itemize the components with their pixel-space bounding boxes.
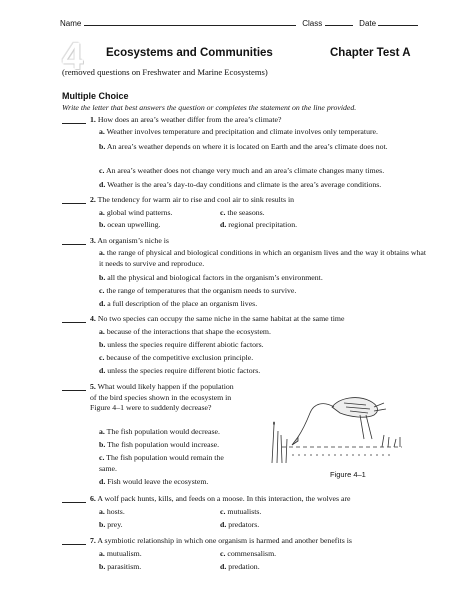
- answer-line[interactable]: [62, 494, 86, 503]
- option-letter: d.: [99, 366, 106, 375]
- question-stem: [90, 314, 344, 325]
- option: [220, 507, 261, 518]
- question-stem: [90, 236, 169, 247]
- option-text: unless the species require different biotic factors.: [107, 366, 261, 375]
- option-text: global wind patterns.: [106, 208, 173, 217]
- option: [99, 273, 323, 284]
- question-number: 6.: [90, 494, 96, 503]
- question-number: 5.: [90, 382, 96, 391]
- option-letter: b.: [99, 220, 106, 229]
- option-text: because of the competitive exclusion principle.: [106, 353, 254, 362]
- option-letter: d.: [99, 477, 106, 486]
- option-letter: d.: [99, 299, 106, 308]
- option-text: An area’s weather depends on where it is located on Earth and the area’s climate does not.: [106, 142, 388, 151]
- question-number: 1.: [90, 115, 96, 124]
- answer-line[interactable]: [62, 314, 86, 323]
- option-text: the seasons.: [227, 208, 265, 217]
- option: [99, 549, 142, 560]
- option-text: ocean upwelling.: [107, 220, 161, 229]
- question-text: No two species can occupy the same niche in the same habitat at the same time: [97, 314, 345, 323]
- option: [99, 166, 429, 177]
- class-label: Class: [302, 19, 323, 28]
- option: [220, 520, 259, 531]
- option: [99, 453, 229, 474]
- option-letter: c.: [99, 286, 105, 295]
- option: [99, 286, 296, 297]
- option-letter: c.: [220, 549, 226, 558]
- option: [99, 127, 419, 138]
- option-letter: c.: [220, 208, 226, 217]
- question-text: An organism’s niche is: [97, 236, 169, 245]
- option-text: The fish population would increase.: [107, 440, 220, 449]
- option: [220, 549, 276, 560]
- name-field[interactable]: [84, 16, 296, 26]
- option: [99, 299, 257, 310]
- option-text: because of the interactions that shape the ecosystem.: [106, 327, 271, 336]
- option-letter: a.: [99, 549, 105, 558]
- option-letter: a.: [99, 208, 105, 217]
- option-letter: c.: [220, 507, 226, 516]
- option: [99, 507, 125, 518]
- option-letter: d.: [220, 220, 227, 229]
- answer-line[interactable]: [62, 236, 86, 245]
- option-letter: a.: [99, 127, 105, 136]
- option: [99, 562, 141, 573]
- option-letter: a.: [99, 248, 105, 257]
- option-letter: b.: [99, 273, 106, 282]
- option-text: An area’s weather does not change very much and an area’s climate changes many times.: [105, 166, 385, 175]
- question-stem: [90, 494, 351, 505]
- option: [99, 142, 421, 153]
- option-text: predators.: [228, 520, 260, 529]
- instructions: Write the letter that best answers the question or completes the statement on the line provided.: [62, 103, 357, 112]
- removed-note: (removed questions on Freshwater and Marine Ecosystems): [62, 67, 268, 77]
- option-text: the range of physical and biological conditions in which an organism lives and the way it obtains what it needs to survive and reproduce.: [99, 248, 427, 268]
- option: [220, 562, 260, 573]
- question-number: 2.: [90, 195, 96, 204]
- option-text: mutualists.: [227, 507, 262, 516]
- name-label: Name: [60, 19, 82, 28]
- option-letter: c.: [99, 453, 105, 462]
- option-text: prey.: [107, 520, 123, 529]
- option-text: predation.: [228, 562, 260, 571]
- question-stem: [90, 382, 240, 414]
- option: [99, 520, 123, 531]
- option: [99, 180, 429, 191]
- answer-line[interactable]: [62, 195, 86, 204]
- section-heading: Multiple Choice: [62, 91, 129, 101]
- test-label: Chapter Test A: [330, 47, 411, 59]
- option-text: hosts.: [106, 507, 125, 516]
- option-letter: a.: [99, 427, 105, 436]
- option: [99, 248, 429, 269]
- answer-line[interactable]: [62, 115, 86, 124]
- date-field[interactable]: [378, 16, 418, 26]
- option-letter: b.: [99, 520, 106, 529]
- option-text: mutualism.: [106, 549, 142, 558]
- answer-line[interactable]: [62, 382, 86, 391]
- chapter-number: 4: [62, 36, 84, 78]
- option-text: Weather involves temperature and precipitation and climate involves only temperature.: [106, 127, 378, 136]
- question-stem: [90, 195, 294, 206]
- date-label: Date: [359, 19, 377, 28]
- option-letter: c.: [99, 166, 105, 175]
- option-text: parasitism.: [107, 562, 142, 571]
- option-text: unless the species require different abiotic factors.: [107, 340, 264, 349]
- option-letter: d.: [220, 562, 227, 571]
- option: [220, 208, 265, 219]
- question-text: A wolf pack hunts, kills, and feeds on a moose. In this interaction, the wolves are: [97, 494, 351, 503]
- option: [99, 340, 264, 351]
- option: [99, 477, 208, 488]
- option: [99, 220, 161, 231]
- question-text: A symbiotic relationship in which one organism is harmed and another benefits is: [97, 536, 352, 545]
- option-letter: a.: [99, 327, 105, 336]
- option: [220, 220, 297, 231]
- option-letter: b.: [99, 340, 106, 349]
- option-letter: d.: [220, 520, 227, 529]
- option: [99, 440, 219, 451]
- answer-line[interactable]: [62, 536, 86, 545]
- option-letter: a.: [99, 507, 105, 516]
- option-text: all the physical and biological factors in the organism’s environment.: [107, 273, 323, 282]
- option-text: The fish population would decrease.: [106, 427, 220, 436]
- option: [99, 327, 271, 338]
- question-stem: [90, 115, 281, 126]
- option: [99, 427, 220, 438]
- option-text: the range of temperatures that the organism needs to survive.: [106, 286, 297, 295]
- option: [99, 208, 172, 219]
- option-text: The fish population would remain the same.: [99, 453, 224, 473]
- option-letter: b.: [99, 142, 106, 151]
- header-row: [60, 16, 418, 28]
- option-text: commensalism.: [227, 549, 277, 558]
- class-field[interactable]: [325, 16, 353, 26]
- option-text: Fish would leave the ecosystem.: [107, 477, 209, 486]
- question-number: 4.: [90, 314, 96, 323]
- option-letter: c.: [99, 353, 105, 362]
- option-letter: d.: [99, 180, 106, 189]
- question-number: 3.: [90, 236, 96, 245]
- question-text: The tendency for warm air to rise and cool air to sink results in: [97, 195, 295, 204]
- option: [99, 353, 253, 364]
- option: [99, 366, 260, 377]
- question-text: How does an area’s weather differ from the area’s climate?: [97, 115, 282, 124]
- option-text: Weather is the area’s day-to-day conditions and climate is the area’s average conditions.: [107, 180, 382, 189]
- question-stem: [90, 536, 352, 547]
- page-title: Ecosystems and Communities: [106, 47, 273, 59]
- option-letter: b.: [99, 562, 106, 571]
- figure-caption: Figure 4–1: [330, 470, 366, 479]
- option-letter: b.: [99, 440, 106, 449]
- option-text: a full description of the place an organism lives.: [107, 299, 258, 308]
- option-text: regional precipitation.: [228, 220, 298, 229]
- question-number: 7.: [90, 536, 96, 545]
- heron-figure: [262, 385, 412, 465]
- question-text: What would likely happen if the population of the bird species shown in the ecosystem in Figure 4–1 were to suddenly decrease?: [90, 382, 234, 412]
